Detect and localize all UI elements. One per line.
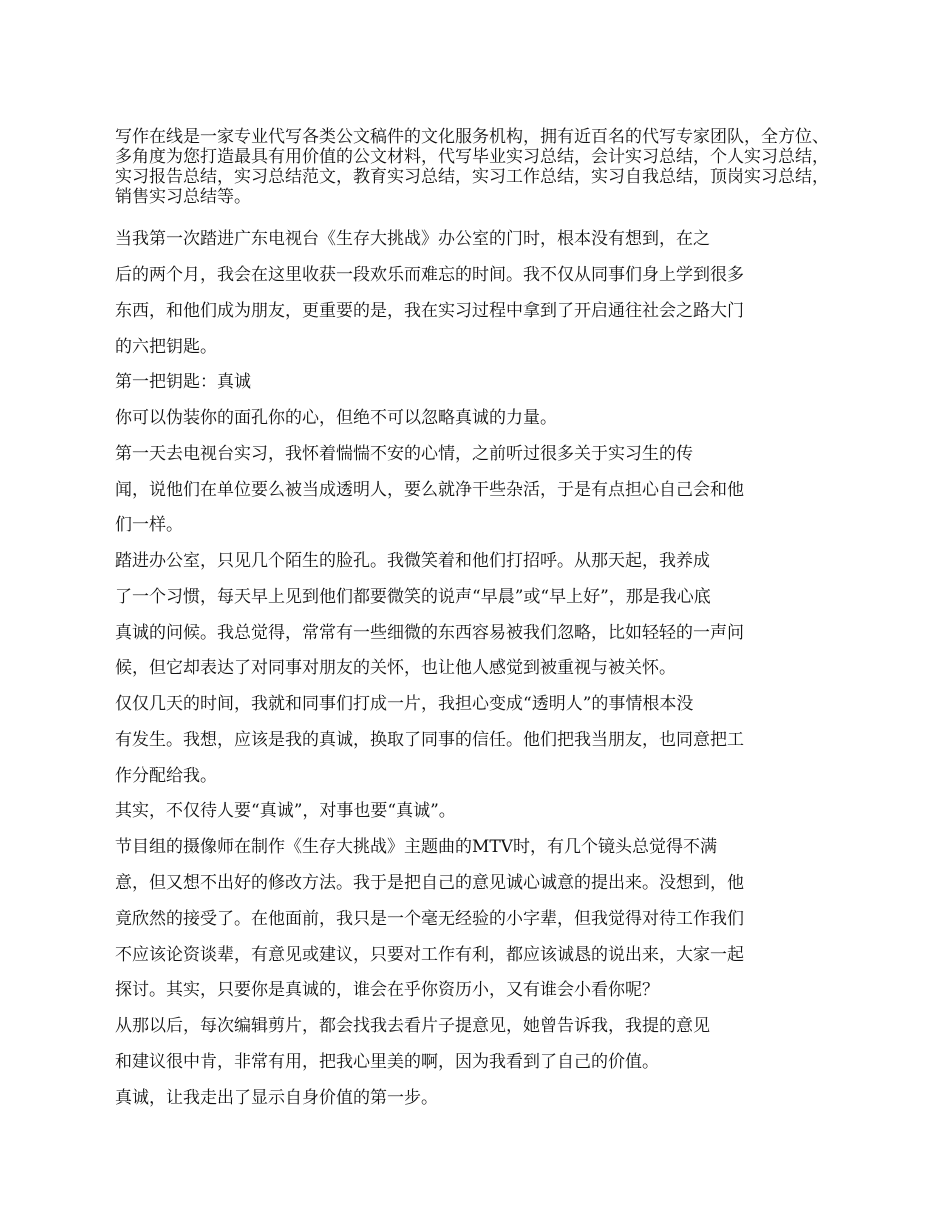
body-line: 其实，不仅待人要“真诚”，对事也要“真诚”。: [115, 801, 456, 821]
body-line: 竟欣然的接受了。在他面前，我只是一个毫无经验的小字辈，但我觉得对待工作我们: [115, 909, 744, 929]
body-line: 意，但又想不出好的修改方法。我于是把自己的意见诚心诚意的提出来。没想到，他: [115, 873, 744, 893]
body-line: 们一样。: [115, 515, 183, 535]
body-line: 真诚，让我走出了显示自身价值的第一步。: [115, 1088, 438, 1108]
body-line: 东西，和他们成为朋友，更重要的是，我在实习过程中拿到了开启通往社会之路大门: [115, 301, 744, 321]
body-line: 的六把钥匙。: [115, 337, 217, 357]
body-line: 踏进办公室，只见几个陌生的脸孔。我微笑着和他们打招呼。从那天起，我养成: [115, 551, 710, 571]
section-heading: 第一把钥匙：真诚: [115, 372, 251, 392]
body-line: 探讨。其实，只要你是真诚的，谁会在乎你资历小，又有谁会小看你呢？: [115, 980, 659, 1000]
body-line: 后的两个月，我会在这里收获一段欢乐而难忘的时间。我不仅从同事们身上学到很多: [115, 265, 744, 285]
body-line: 候，但它却表达了对同事对朋友的关怀，也让他人感觉到被重视与被关怀。: [115, 658, 676, 678]
body-line: 和建议很中肯，非常有用，把我心里美的啊，因为我看到了自己的价值。: [115, 1052, 659, 1072]
intro-paragraph: 写作在线是一家专业代写各类公文稿件的文化服务机构，拥有近百名的代写专家团队，全方位、多角度为您打造最具有用价值的公文材料，代写毕业实习总结，会计实习总结，个人实习总结，实习报告总结，实习总结范文，教育实习总结，实习工作总结，实习自我总结，顶岗实习总结，销售实习总结等。: [115, 127, 829, 207]
body-line: 当我第一次踏进广东电视台《生存大挑战》办公室的门时，根本没有想到，在之: [115, 229, 710, 249]
body-line: 真诚的问候。我总觉得，常常有一些细微的东西容易被我们忽略，比如轻轻的一声问: [115, 623, 744, 643]
body-line: 闻，说他们在单位要么被当成透明人，要么就净干些杂活，于是有点担心自己会和他: [115, 480, 744, 500]
body-line: 第一天去电视台实习，我怀着惴惴不安的心情，之前听过很多关于实习生的传: [115, 444, 693, 464]
body-line: 有发生。我想，应该是我的真诚，换取了同事的信任。他们把我当朋友，也同意把工: [115, 730, 744, 750]
body-line: 了一个习惯，每天早上见到他们都要微笑的说声“早晨”或“早上好”，那是我心底: [115, 587, 711, 607]
body-line: 从那以后，每次编辑剪片，都会找我去看片子提意见，她曾告诉我，我提的意见: [115, 1016, 710, 1036]
body-line: 不应该论资谈辈，有意见或建议，只要对工作有利，都应该诚恳的说出来，大家一起: [115, 945, 744, 965]
body-line: 仅仅几天的时间，我就和同事们打成一片，我担心变成“透明人”的事情根本没: [115, 694, 694, 714]
body-line: 节目组的摄像师在制作《生存大挑战》主题曲的MTV时，有几个镜头总觉得不满: [115, 837, 718, 857]
body-line: 作分配给我。: [115, 766, 217, 786]
body-line: 你可以伪装你的面孔你的心，但绝不可以忽略真诚的力量。: [115, 408, 557, 428]
